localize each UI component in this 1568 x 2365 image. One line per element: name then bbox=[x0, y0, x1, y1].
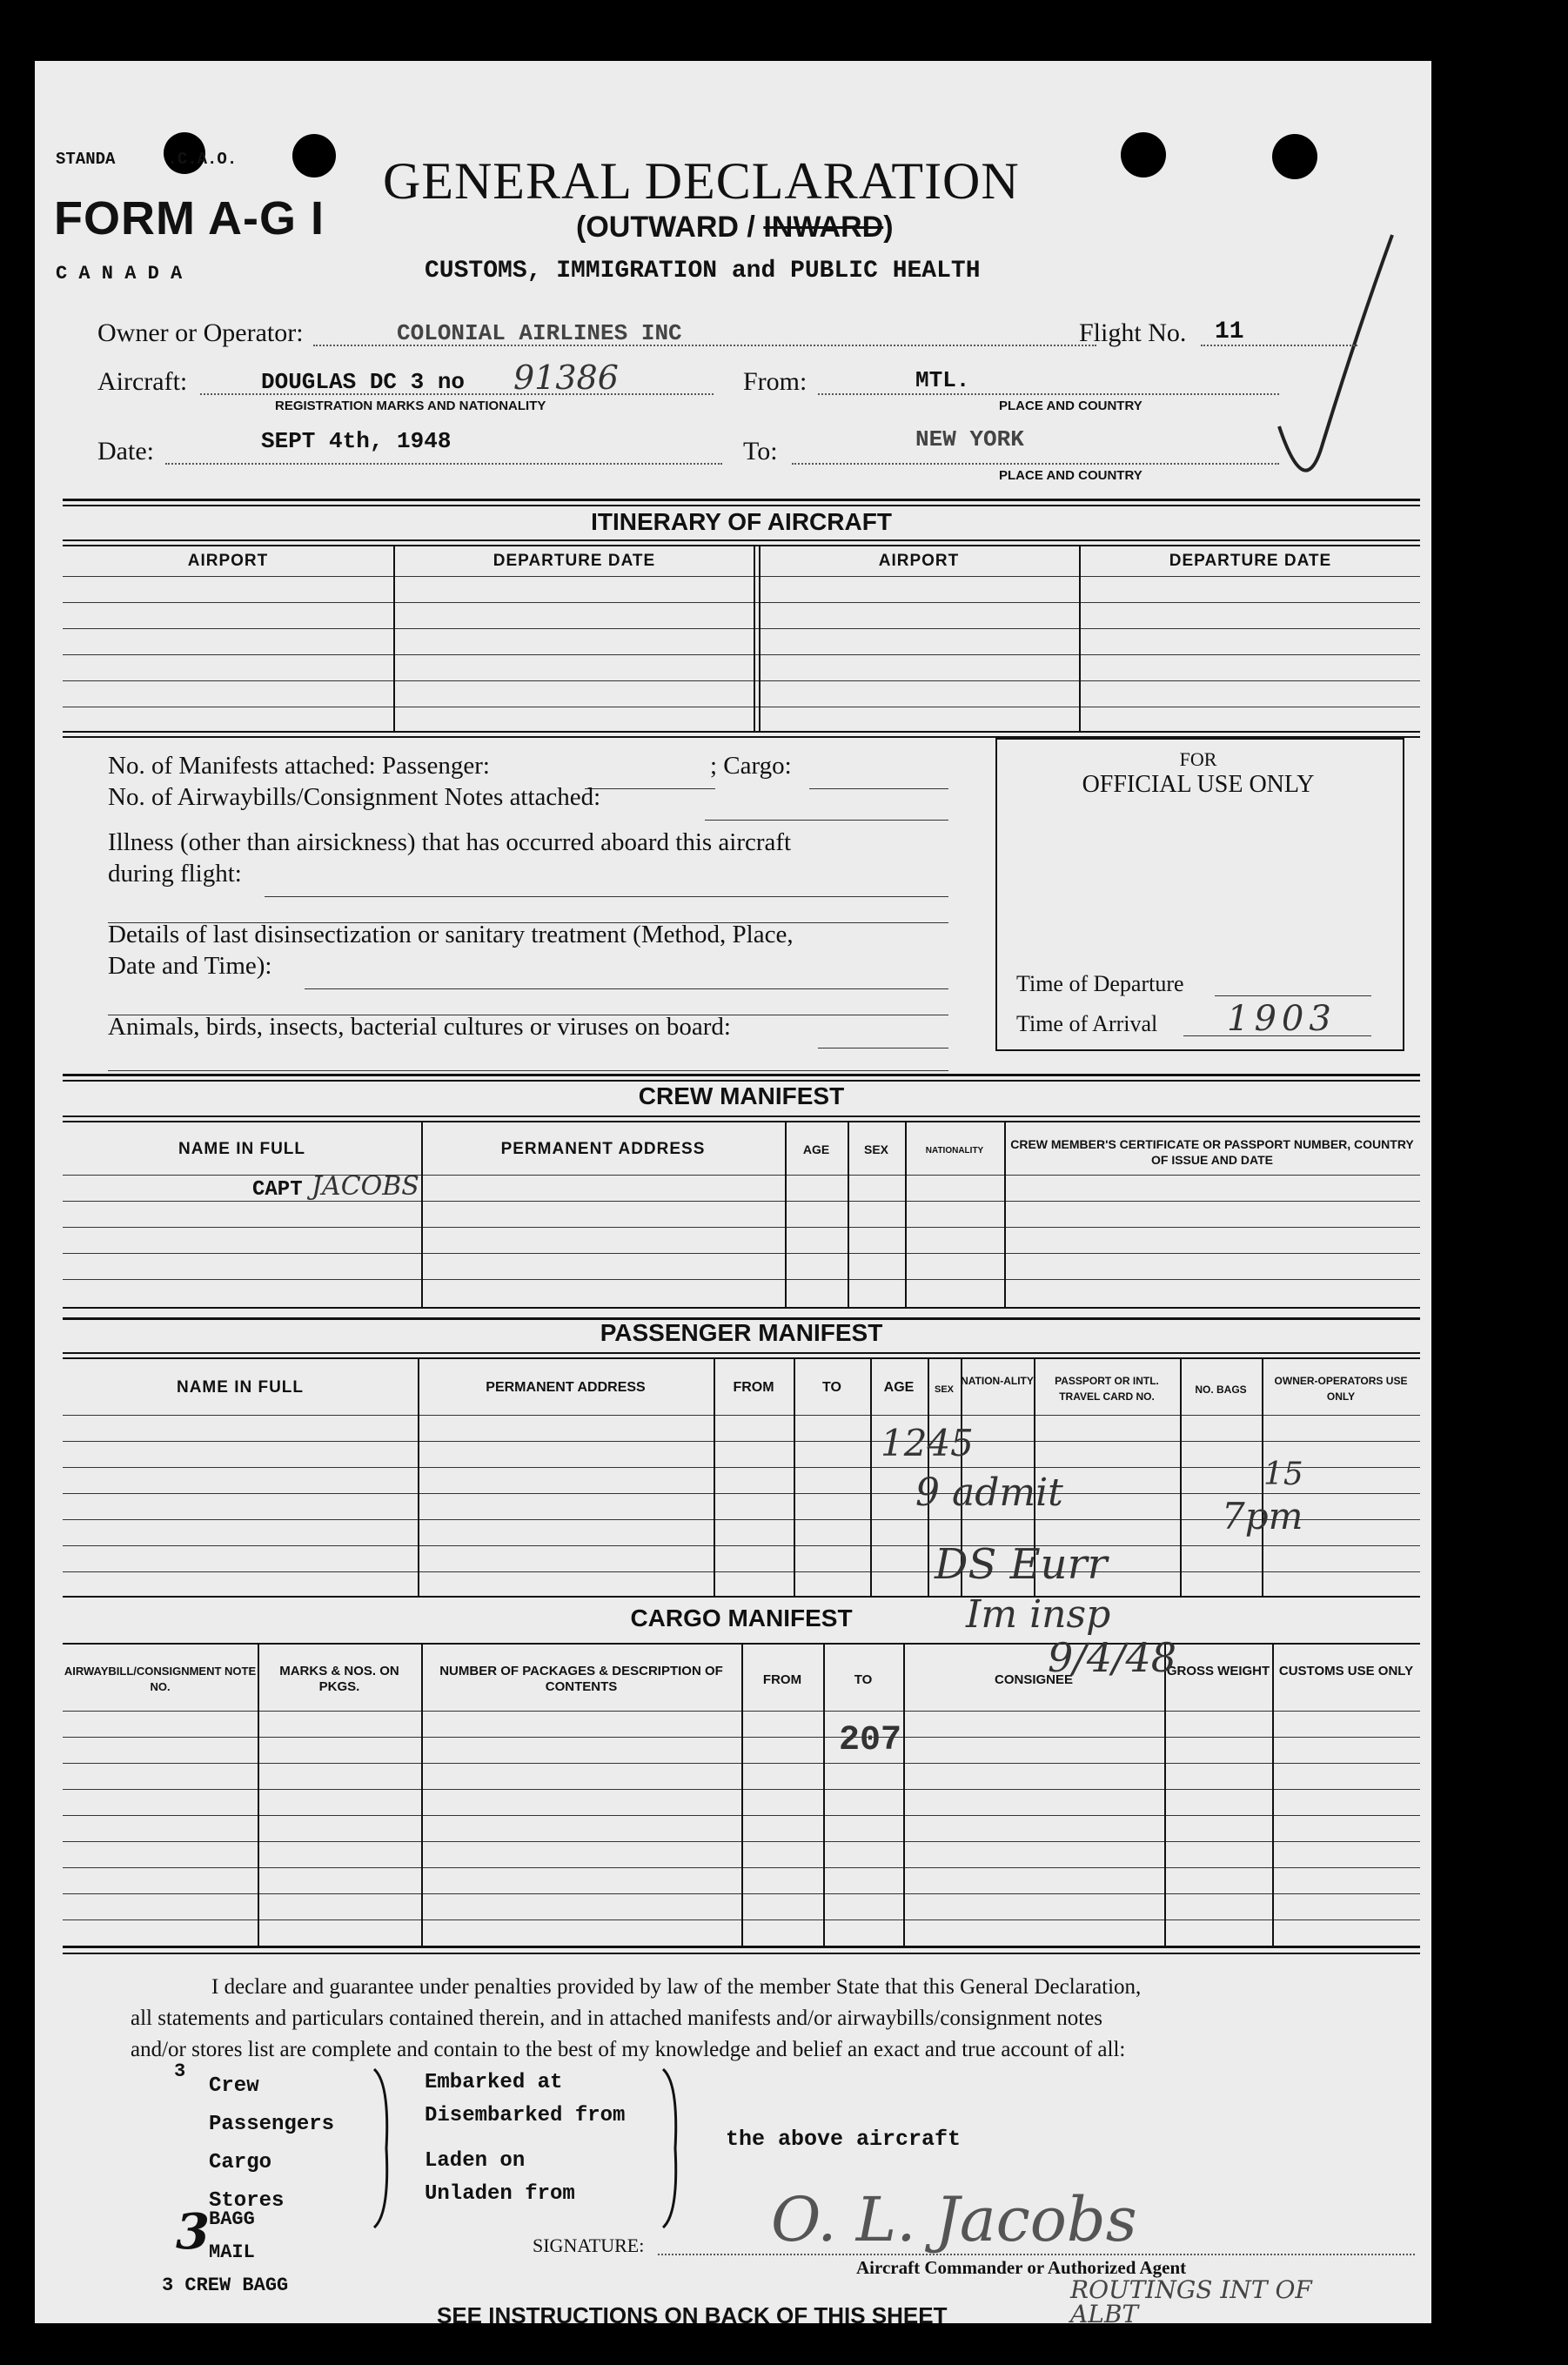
passenger-hand-time: 1245 bbox=[881, 1422, 974, 1464]
declaration-laden: Laden on bbox=[425, 2149, 526, 2173]
registration-caption: REGISTRATION MARKS AND NATIONALITY bbox=[275, 399, 546, 413]
details-label2: Date and Time): bbox=[108, 952, 272, 980]
passenger-col-address: PERMANENT ADDRESS bbox=[486, 1380, 646, 1395]
passenger-col-age: AGE bbox=[883, 1380, 915, 1395]
arrival-time-value: 1903 bbox=[1227, 999, 1337, 1039]
punch-hole bbox=[292, 134, 336, 178]
declaration-cargo: Cargo bbox=[209, 2151, 272, 2174]
declaration-above: the above aircraft bbox=[726, 2127, 962, 2152]
official-label: OFFICIAL USE ONLY bbox=[1082, 771, 1315, 798]
declaration-crew-bagg: 3 CREW BAGG bbox=[162, 2275, 289, 2296]
illness-label: Illness (other than airsickness) that has occurred aboard this aircraft bbox=[108, 828, 792, 856]
from-value: MTL. bbox=[915, 367, 970, 393]
itinerary-col-departure2: DEPARTURE DATE bbox=[1169, 552, 1332, 570]
declaration-unladen: Unladen from bbox=[425, 2182, 575, 2206]
crew-col-address: PERMANENT ADDRESS bbox=[500, 1140, 706, 1158]
cargo-col-to: TO bbox=[854, 1672, 873, 1687]
signature-handwritten: O. L. Jacobs bbox=[771, 2184, 1137, 2255]
crew-row1-handwritten: JACOBS bbox=[312, 1171, 419, 1202]
form-number: FORM A-G I bbox=[54, 192, 325, 245]
passenger-col-to: TO bbox=[822, 1380, 841, 1395]
itinerary-col-airport: AIRPORT bbox=[187, 552, 269, 570]
crew-title: CREW MANIFEST bbox=[638, 1082, 845, 1109]
details-label: Details of last disinsectization or sanitary treatment (Method, Place, bbox=[108, 921, 794, 948]
crew-col-nationality: NATIONALITY bbox=[925, 1146, 984, 1156]
declaration-line1: I declare and guarantee under penalties provided by law of the member State that this General Declaration, bbox=[211, 1975, 1142, 1999]
signature-caption: Aircraft Commander or Authorized Agent bbox=[856, 2257, 1187, 2278]
instructions-text: SEE INSTRUCTIONS ON BACK OF THIS SHEET bbox=[437, 2302, 948, 2328]
cargo-col-marks: MARKS & NOS. ON PKGS. bbox=[279, 1664, 399, 1694]
place-caption: PLACE AND COUNTRY bbox=[999, 399, 1142, 413]
crew-col-sex: SEX bbox=[863, 1142, 888, 1156]
declaration-line2: all statements and particulars contained therein, and in attached manifests and/or airwaybills/consignment notes bbox=[131, 2007, 1103, 2030]
cargo-col-packages: NUMBER OF PACKAGES & DESCRIPTION OF CONTENTS bbox=[439, 1664, 723, 1694]
signature-label: SIGNATURE: bbox=[533, 2234, 645, 2256]
passenger-col-from: FROM bbox=[733, 1380, 774, 1395]
passenger-col-owner: OWNER-OPERATORS USE ONLY bbox=[1274, 1375, 1408, 1403]
cargo-label: ; Cargo: bbox=[710, 752, 792, 780]
flight-value: 11 bbox=[1215, 318, 1244, 345]
form-subtitle: (OUTWARD / INWARD) bbox=[576, 211, 894, 244]
date-label: Date: bbox=[97, 437, 154, 466]
cargo-hand-date: 9/4/48 bbox=[1048, 1634, 1177, 1681]
passenger-col-bags: NO. BAGS bbox=[1195, 1383, 1247, 1396]
punch-hole bbox=[1121, 132, 1166, 178]
passenger-hand-admit: 9 admit bbox=[915, 1471, 1063, 1515]
departure-time-label: Time of Departure bbox=[1016, 971, 1184, 996]
date-value: SEPT 4th, 1948 bbox=[261, 428, 452, 454]
arrival-time-label: Time of Arrival bbox=[1016, 1011, 1158, 1036]
declaration-hand-3: 3 bbox=[176, 2203, 210, 2261]
aircraft-value: DOUGLAS DC 3 no bbox=[261, 369, 466, 395]
crew-col-name: NAME IN FULL bbox=[178, 1140, 306, 1158]
passenger-col-sex: SEX bbox=[934, 1384, 954, 1395]
declaration-bagg: BAGG bbox=[209, 2208, 255, 2230]
punch-hole bbox=[1272, 134, 1317, 179]
passenger-hand-15: 15 bbox=[1263, 1457, 1303, 1492]
declaration-passengers: Passengers bbox=[209, 2113, 335, 2136]
passenger-hand-7pm: 7pm bbox=[1222, 1495, 1303, 1538]
passenger-hand-insp: Im insp bbox=[966, 1592, 1111, 1637]
declaration-crew-num: 3 bbox=[174, 2060, 186, 2082]
passenger-col-passport: PASSPORT OR INTL. TRAVEL CARD NO. bbox=[1055, 1375, 1159, 1403]
manifests-label: No. of Manifests attached: Passenger: bbox=[108, 752, 490, 780]
checkmark-icon bbox=[1270, 226, 1401, 487]
form-title: GENERAL DECLARATION bbox=[383, 152, 1020, 210]
declaration-embarked: Embarked at bbox=[425, 2071, 563, 2094]
brace-left bbox=[369, 2066, 395, 2231]
country-label: C A N A D A bbox=[56, 263, 183, 285]
declaration-crew: Crew bbox=[209, 2074, 259, 2098]
cargo-col-airwaybill: AIRWAYBILL/CONSIGNMENT NOTE NO. bbox=[64, 1665, 257, 1693]
footer-handwritten: ROUTINGS INT OF ALBT bbox=[1070, 2275, 1312, 2328]
itinerary-col-airport2: AIRPORT bbox=[878, 552, 960, 570]
itinerary-col-departure: DEPARTURE DATE bbox=[493, 552, 656, 570]
owner-value: COLONIAL AIRLINES INC bbox=[397, 320, 682, 346]
passenger-hand-ds: DS Eurr bbox=[935, 1540, 1108, 1589]
passenger-col-nationality: NATION-ALITY bbox=[961, 1375, 1034, 1387]
place-caption2: PLACE AND COUNTRY bbox=[999, 468, 1142, 483]
standard-label: STANDA .C.A.O. bbox=[56, 150, 238, 169]
cargo-col-consignee: CONSIGNEE bbox=[994, 1672, 1073, 1687]
animals-label: Animals, birds, insects, bacterial cultures or viruses on board: bbox=[108, 1013, 731, 1041]
itinerary-title: ITINERARY OF AIRCRAFT bbox=[591, 508, 892, 535]
aircraft-handwritten: 91386 bbox=[513, 358, 619, 397]
to-value: NEW YORK bbox=[915, 426, 1024, 452]
brace-right bbox=[658, 2066, 684, 2231]
cargo-title: CARGO MANIFEST bbox=[630, 1605, 853, 1631]
passenger-title: PASSENGER MANIFEST bbox=[600, 1319, 883, 1346]
form-subtitle2: CUSTOMS, IMMIGRATION and PUBLIC HEALTH bbox=[425, 258, 981, 285]
official-for: FOR bbox=[1179, 748, 1217, 770]
cargo-stamp-number: 207 bbox=[839, 1721, 902, 1760]
declaration-disembarked: Disembarked from bbox=[425, 2104, 626, 2127]
cargo-col-from: FROM bbox=[762, 1672, 802, 1687]
cargo-col-weight: GROSS WEIGHT bbox=[1166, 1664, 1270, 1678]
aircraft-label: Aircraft: bbox=[97, 367, 188, 396]
declaration-mail: MAIL bbox=[209, 2241, 255, 2263]
declaration-stores: Stores bbox=[209, 2189, 285, 2213]
crew-row1-name: CAPT bbox=[252, 1178, 303, 1202]
from-label: From: bbox=[743, 367, 807, 396]
cargo-col-customs: CUSTOMS USE ONLY bbox=[1278, 1664, 1414, 1678]
crew-col-certificate: CREW MEMBER'S CERTIFICATE OR PASSPORT NUMBER, COUNTRY OF ISSUE AND DATE bbox=[1010, 1137, 1414, 1167]
declaration-sheet bbox=[35, 61, 1431, 2328]
flight-label: Flight No. bbox=[1079, 318, 1187, 347]
declaration-line3: and/or stores list are complete and contain to the best of my knowledge and belief an exact and true account of all: bbox=[131, 2038, 1126, 2061]
passenger-col-name: NAME IN FULL bbox=[176, 1378, 305, 1397]
owner-label: Owner or Operator: bbox=[97, 318, 304, 347]
airwaybills-label: No. of Airwaybills/Consignment Notes attached: bbox=[108, 783, 601, 811]
illness-label2: during flight: bbox=[108, 860, 242, 888]
to-label: To: bbox=[743, 437, 778, 466]
crew-col-age: AGE bbox=[802, 1142, 830, 1156]
